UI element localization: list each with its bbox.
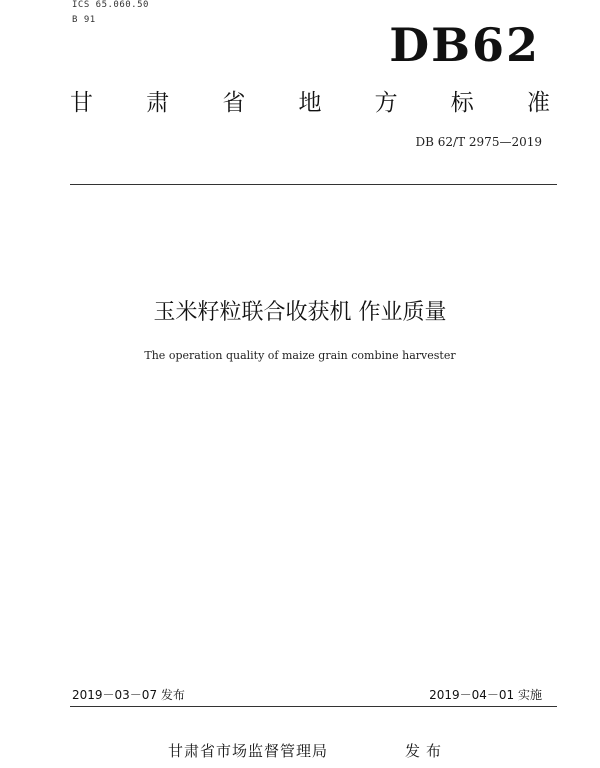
document-title-en: The operation quality of maize grain combine harvester (144, 349, 456, 362)
header-divider (70, 184, 557, 185)
standard-type-char: 省 (222, 90, 246, 116)
issue-label: 发布 (405, 742, 448, 760)
footer-divider (70, 706, 557, 707)
standard-type-char: 地 (298, 90, 322, 116)
standard-type-char: 标 (450, 90, 474, 116)
standard-type-char: 甘 (70, 90, 93, 116)
document-title-cn: 玉米籽粒联合收获机 作业质量 (153, 300, 447, 325)
publish-date: 2019－03－07 发布 (72, 688, 185, 702)
issuing-authority: 甘肃省市场监督管理局 (168, 742, 329, 760)
standard-code-logo: DB62 (389, 18, 540, 72)
standard-type-char: 肃 (146, 90, 170, 116)
standard-number: DB 62/T 2975—2019 (415, 135, 542, 149)
ics-code: ICS 65.060.50 (72, 0, 149, 10)
implementation-date: 2019－04－01 实施 (429, 688, 542, 702)
standard-type-heading (70, 84, 550, 117)
classification-code: B 91 (72, 15, 96, 25)
standard-type-char: 准 (526, 90, 550, 116)
standard-type-char: 方 (374, 90, 398, 116)
